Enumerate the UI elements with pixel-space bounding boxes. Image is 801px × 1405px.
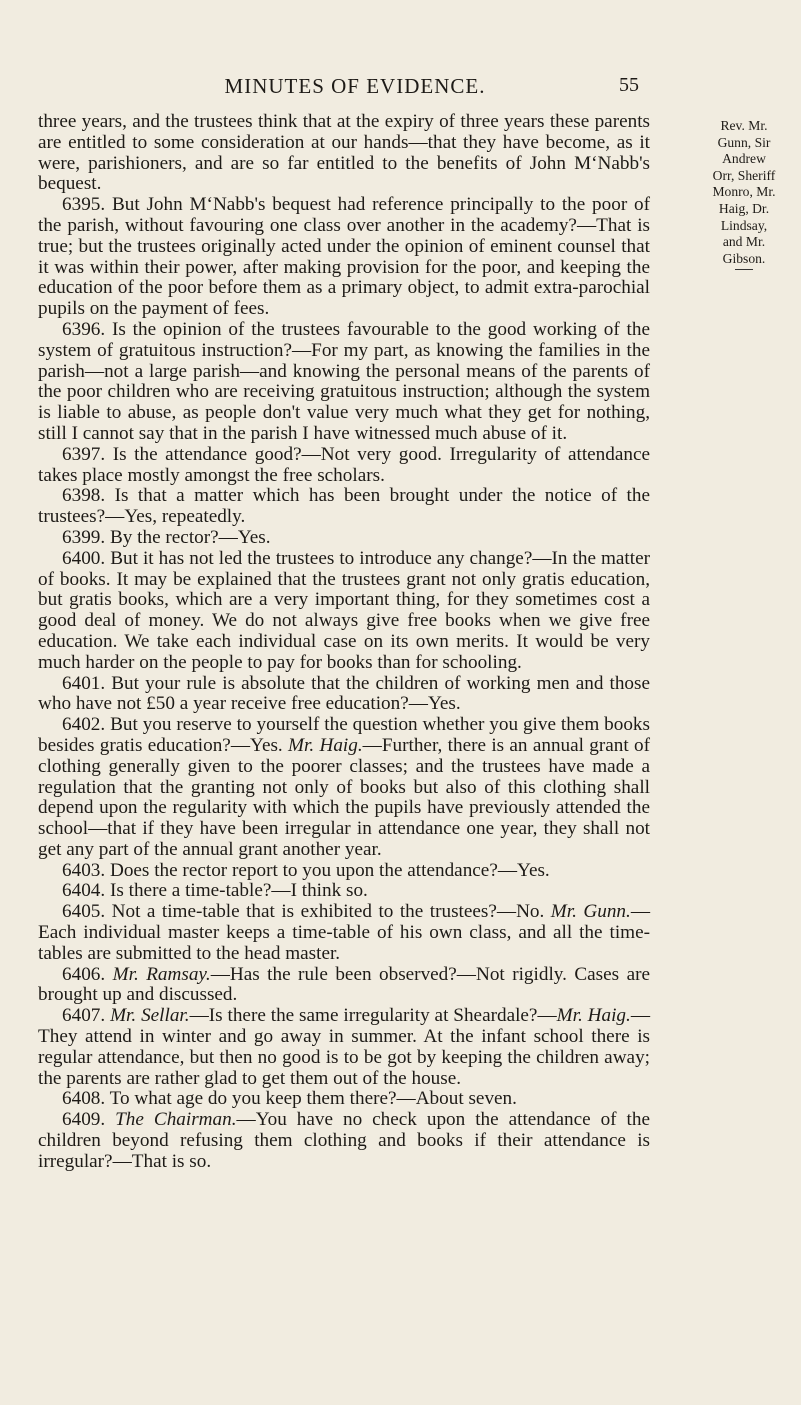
paragraph-continued: three years, and the trustees think that at the expiry of three years these parents are entitled to some consideration at our hands—that they have become, as it were, parishioners, and are so far entitled to the benefits of John M‘Nabb's bequest. xyxy=(38,111,650,195)
answer-text: —They attend in winter and go away in summer. At the infant school there is regular attendance, but then no good is to be got by keeping the children away; the parents are rather glad to get them out of the house. xyxy=(38,1005,651,1089)
question-text: 6405. Not a time-table that is exhibited to the trustees?—No. xyxy=(62,901,551,923)
speaker-name: Mr. Sellar. xyxy=(110,1005,190,1027)
paragraph-6409 xyxy=(38,1110,650,1172)
evidence-body xyxy=(38,112,650,1173)
paragraph-6406 xyxy=(38,965,650,1007)
paragraph-6399: 6399. By the rector?—Yes. xyxy=(62,526,271,548)
running-head: MINUTES OF EVIDENCE. xyxy=(224,74,486,98)
sidenote-line: Gunn, Sir xyxy=(717,134,771,150)
speaker-name: Mr. Haig. xyxy=(288,734,363,756)
paragraph-6403: 6403. Does the rector report to you upon the attendance?—Yes. xyxy=(62,859,550,881)
answer-text: —Further, there is an annual grant of clothing generally given to the poorer classes; and the trustees have made a regulation that the granting not only of books but also of this clothing shall depend upon the regularity with which the pupils have previously attended the school—that if they have been irregular in attendance one year, they shall not get any part of the annual grant another year. xyxy=(38,734,651,860)
question-text: —You have no check upon the attendance of the children beyond refusing them clothing and books if their attendance is irregular?—That is so. xyxy=(38,1109,650,1172)
paragraph-6397: 6397. Is the attendance good?—Not very good. Irregularity of attendance takes place mostly amongst the free scholars. xyxy=(38,443,650,486)
witness-sidenote xyxy=(688,118,800,270)
sidenote-line: Gibson. xyxy=(722,250,766,266)
speaker-name: The Chairman. xyxy=(115,1109,237,1131)
sidenote-line: Orr, Sheriff xyxy=(712,167,776,183)
speaker-name: Mr. Ramsay. xyxy=(112,963,211,985)
paragraph-6407 xyxy=(38,1006,650,1089)
question-text: —Has the rule been observed?—Not rigidly. Cases are brought up and discussed. xyxy=(38,963,651,1006)
speaker-name: Mr. Gunn. xyxy=(550,901,631,923)
sidenote-line: and Mr. xyxy=(722,234,766,250)
question-text: 6402. But you reserve to yourself the question whether you give them books besides gratis education?—Yes. xyxy=(38,714,650,756)
question-number: 6409. xyxy=(62,1109,116,1131)
paragraph-6401: 6401. But your rule is absolute that the children of working men and those who have not £50 a year receive free education?—Yes. xyxy=(38,672,650,715)
paragraph-6400: 6400. But it has not led the trustees to introduce any change?—In the matter of books. It may be explained that the trustees grant not only gratis education, but gratis books, which are a very important thing, for they sometimes cost a good deal of money. We do not always give free books when we give free education. We take each individual case on its own merits. It would be very much harder on the people to pay for books than for schooling. xyxy=(38,547,650,673)
paragraph-6404: 6404. Is there a time-table?—I think so. xyxy=(62,880,368,902)
speaker-name: Mr. Haig. xyxy=(556,1005,631,1027)
sidenote-rule xyxy=(735,269,753,270)
sidenote-line: Lindsay, xyxy=(720,217,768,233)
paragraph-6396: 6396. Is the opinion of the trustees favourable to the good working of the system of gratuitous instruction?—For my part, as knowing the families in the parish—not a large parish—and knowing the personal means of the parents of the poor children who are receiving gratuitous instruction; although the system is liable to abuse, as people don't value very much what they get for nothing, still I cannot say that in the parish I have witnessed much abuse of it. xyxy=(38,318,650,444)
paragraph-6395: 6395. But John M‘Nabb's bequest had reference principally to the poor of the parish, without favouring one class over another in the academy?—That is true; but the trustees originally acted under the opinion of eminent counsel that it was within their power, after making provision for the poor, and keeping the education of the poor before them as a primary object, to admit extra-parochial pupils on the payment of fees. xyxy=(38,194,650,320)
question-number: 6407. xyxy=(62,1005,111,1027)
answer-text: —Each individual master keeps a time-table of his own class, and all the time-tables are submitted to the head master. xyxy=(38,901,650,964)
sidenote-line: Andrew xyxy=(722,151,766,167)
paragraph-6405 xyxy=(38,902,650,964)
question-number: 6406. xyxy=(62,963,113,985)
paragraph-6398: 6398. Is that a matter which has been brought under the notice of the trustees?—Yes, repeatedly. xyxy=(38,485,650,528)
paragraph-6408: 6408. To what age do you keep them there?—About seven. xyxy=(62,1088,517,1110)
paragraph-6402 xyxy=(38,715,650,861)
question-text: —Is there the same irregularity at Sheardale?— xyxy=(189,1005,557,1027)
page-number: 55 xyxy=(619,74,639,96)
sidenote-line: Rev. Mr. xyxy=(720,118,768,133)
sidenote-line: Haig, Dr. xyxy=(718,200,770,216)
sidenote-line: Monro, Mr. xyxy=(712,184,776,200)
